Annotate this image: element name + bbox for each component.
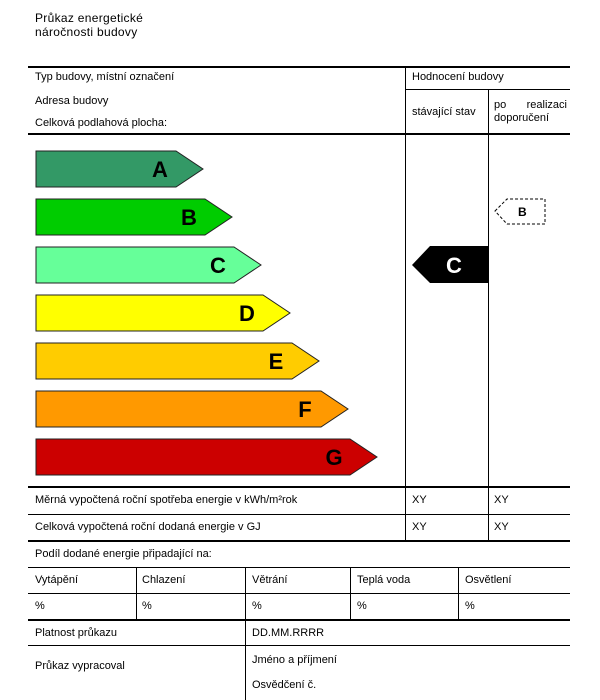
- energy-class-shape: [36, 247, 261, 283]
- share-value-hot-water: %: [357, 600, 367, 612]
- share-col-lighting: Osvětlení: [465, 574, 512, 586]
- after-label-realizaci: realizaci: [526, 99, 567, 111]
- validity-value: DD.MM.RRRR: [252, 627, 325, 639]
- document-title-line1: Průkaz energetické: [35, 11, 144, 25]
- energy-class-letter: G: [325, 445, 343, 470]
- validity-label: Platnost průkazu: [35, 627, 117, 639]
- share-value-ventilation: %: [252, 600, 262, 612]
- energy-class-bar-a: [36, 151, 203, 187]
- share-col-ventilation: Větrání: [252, 574, 288, 586]
- consumption-row-2-after: XY: [494, 521, 509, 533]
- energy-class-shape: [36, 199, 232, 235]
- energy-class-letter: A: [152, 157, 168, 182]
- current-rating-arrow: [412, 246, 490, 284]
- floor-area-label: Celková podlahová plocha:: [35, 117, 168, 129]
- energy-class-bar-e: [36, 343, 319, 379]
- consumption-row-1-current: XY: [412, 494, 427, 506]
- document-title-line2: náročnosti budovy: [35, 25, 138, 39]
- share-col-hot-water: Teplá voda: [357, 574, 411, 586]
- share-section-title: Podíl dodané energie připadající na:: [35, 548, 212, 560]
- consumption-row-1-label: Měrná vypočtená roční spotřeba energie v kWh/m²rok: [35, 494, 298, 506]
- share-col-cooling: Chlazení: [142, 574, 186, 586]
- energy-class-bar-b: [36, 199, 232, 235]
- share-col-heating: Vytápění: [35, 574, 79, 586]
- share-value-heating: %: [35, 600, 45, 612]
- recommended-rating-letter: B: [518, 205, 527, 219]
- share-value-cooling: %: [142, 600, 152, 612]
- energy-class-letter: F: [298, 397, 312, 422]
- prepared-by-certificate: Osvědčení č.: [252, 679, 317, 691]
- prepared-by-label: Průkaz vypracoval: [35, 660, 125, 672]
- energy-class-bar-g: [36, 439, 377, 475]
- consumption-row-2-label: Celková vypočtená roční dodaná energie v GJ: [35, 521, 261, 533]
- current-rating-letter: C: [446, 253, 462, 278]
- energy-class-bar-c: [36, 247, 261, 283]
- address-label: Adresa budovy: [35, 95, 109, 107]
- prepared-by-name: Jméno a příjmení: [252, 654, 337, 666]
- consumption-row-2-current: XY: [412, 521, 427, 533]
- energy-class-letter: C: [210, 253, 226, 278]
- energy-class-bar-f: [36, 391, 348, 427]
- share-value-lighting: %: [465, 600, 475, 612]
- energy-class-letter: D: [239, 301, 255, 326]
- after-label-po: po: [494, 99, 507, 111]
- consumption-row-1-after: XY: [494, 494, 509, 506]
- energy-class-shape: [36, 151, 203, 187]
- recommended-rating-arrow: [494, 198, 548, 226]
- after-label-doporuceni: doporučení: [494, 112, 550, 124]
- energy-class-bar-d: [36, 295, 290, 331]
- current-state-header: stávající stav: [412, 106, 476, 118]
- rating-header: Hodnocení budovy: [412, 71, 504, 83]
- building-type-label: Typ budovy, místní označení: [35, 71, 175, 83]
- energy-class-letter: B: [181, 205, 197, 230]
- energy-class-letter: E: [268, 349, 284, 374]
